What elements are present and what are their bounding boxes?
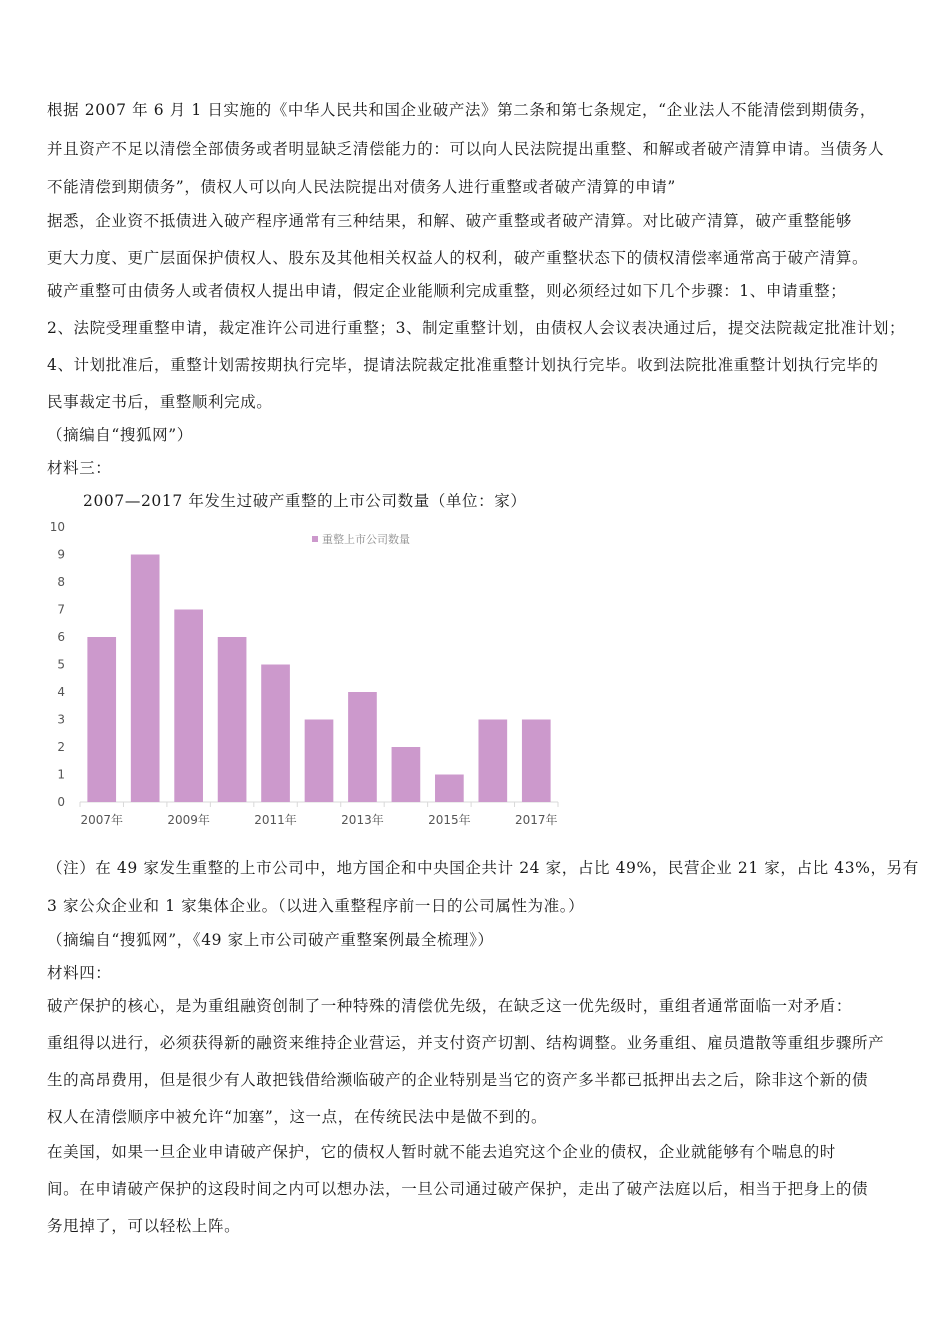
bar-2015年 [435, 775, 464, 803]
chart-title: 2007—2017 年发生过破产重整的上市公司数量（单位：家） [83, 492, 527, 510]
paragraph-1-line-3: 不能清偿到期债务”，债权人可以向人民法院提出对债务人进行重整或者破产清算的申请” [47, 178, 676, 196]
x-tick-label: 2009年 [167, 813, 210, 827]
bar-2016年 [478, 720, 507, 803]
bar-2012年 [305, 720, 334, 803]
y-tick-label: 3 [57, 712, 65, 727]
paragraph-5-line-2: 间。在申请破产保护的这段时间之内可以想办法，一旦公司通过破产保护，走出了破产法庭以后，相当于把身上的债 [47, 1180, 869, 1198]
x-tick-label: 2011年 [254, 813, 297, 827]
legend-label: 重整上市公司数量 [322, 533, 410, 546]
paragraph-4-line-1: 破产保护的核心，是为重组融资创制了一种特殊的清偿优先级，在缺乏这一优先级时，重组者通常面临一对矛盾： [47, 997, 853, 1015]
y-tick-label: 7 [57, 602, 65, 617]
material-4-heading: 材料四： [47, 964, 112, 982]
bar-2013年 [348, 692, 377, 802]
bar-2010年 [218, 637, 247, 802]
paragraph-1-line-2: 并且资产不足以清偿全部债务或者明显缺乏清偿能力的：可以向人民法院提出重整、和解或者破产清算申请。当债务人 [47, 140, 885, 158]
paragraph-4-line-2: 重组得以进行，必须获得新的融资来维持企业营运，并支付资产切割、结构调整。业务重组、雇员遣散等重组步骤所产 [47, 1034, 885, 1052]
bar-2017年 [522, 720, 551, 803]
source-citation-2: （摘编自“搜狐网”，《49 家上市公司破产重整案例最全梳理》） [47, 931, 494, 949]
y-tick-label: 6 [57, 630, 65, 644]
y-tick-label: 10 [49, 520, 65, 534]
paragraph-2-line-2: 更大力度、更广层面保护债权人、股东及其他相关权益人的权利，破产重整状态下的债权清偿率通常高于破产清算。 [47, 249, 869, 267]
y-tick-label: 2 [57, 740, 65, 754]
paragraph-3-line-1: 破产重整可由债务人或者债权人提出申请，假定企业能顺利完成重整，则必须经过如下几个步骤：1、申请重整； [47, 282, 847, 300]
y-tick-label: 9 [57, 547, 65, 562]
x-tick-label: 2007年 [80, 813, 124, 827]
paragraph-4-line-3: 生的高昂费用，但是很少有人敢把钱借给濒临破产的企业特别是当它的资产多半都已抵押出去之后，除非这个新的债 [47, 1071, 869, 1089]
paragraph-3-line-2: 2、法院受理重整申请，裁定准许公司进行重整；3、制定重整计划，由债权人会议表决通过后，提交法院裁定批准计划； [47, 319, 906, 337]
paragraph-5-line-1: 在美国，如果一旦企业申请破产保护，它的债权人暂时就不能去追究这个企业的债权，企业就能够有个喘息的时 [47, 1143, 836, 1161]
bar-2008年 [131, 555, 160, 803]
paragraph-5-line-3: 务甩掉了，可以轻松上阵。 [47, 1217, 241, 1235]
x-tick-label: 2013年 [341, 813, 384, 827]
y-tick-label: 8 [57, 575, 65, 589]
bar-2007年 [87, 637, 116, 802]
paragraph-1-line-1: 根据 2007 年 6 月 1 日实施的《中华人民共和国企业破产法》第二条和第七条规定，“企业法人不能清偿到期债务， [47, 101, 876, 119]
x-tick-label: 2017年 [514, 813, 558, 827]
bar-2009年 [174, 610, 203, 803]
paragraph-3-line-3: 4、计划批准后，重整计划需按期执行完毕，提请法院裁定批准重整计划执行完毕。收到法院批准重整计划执行完毕的 [47, 356, 879, 374]
source-citation-1: （摘编自“搜狐网”） [47, 426, 193, 444]
bar-2014年 [392, 747, 421, 802]
y-tick-label: 4 [57, 685, 65, 699]
legend-swatch [312, 536, 318, 542]
chart-note-line-2: 3 家公众企业和 1 家集体企业。（以进入重整程序前一日的公司属性为准。） [47, 897, 585, 915]
paragraph-2-line-1: 据悉，企业资不抵债进入破产程序通常有三种结果，和解、破产重整或者破产清算。对比破产清算，破产重整能够 [47, 212, 853, 230]
bar-2011年 [261, 665, 290, 803]
paragraph-3-line-4: 民事裁定书后，重整顺利完成。 [47, 393, 273, 411]
bar-chart [40, 515, 580, 835]
x-tick-label: 2015年 [428, 813, 471, 827]
chart-note-line-1: （注）在 49 家发生重整的上市公司中，地方国企和中央国企共计 24 家，占比 49%，民营企业 21 家，占比 43%，另有 [47, 859, 919, 877]
y-tick-label: 0 [57, 795, 65, 809]
y-tick-label: 5 [57, 657, 65, 672]
material-3-heading: 材料三： [47, 459, 112, 477]
paragraph-4-line-4: 权人在清偿顺序中被允许“加塞”，这一点，在传统民法中是做不到的。 [47, 1108, 548, 1126]
y-tick-label: 1 [57, 767, 65, 782]
